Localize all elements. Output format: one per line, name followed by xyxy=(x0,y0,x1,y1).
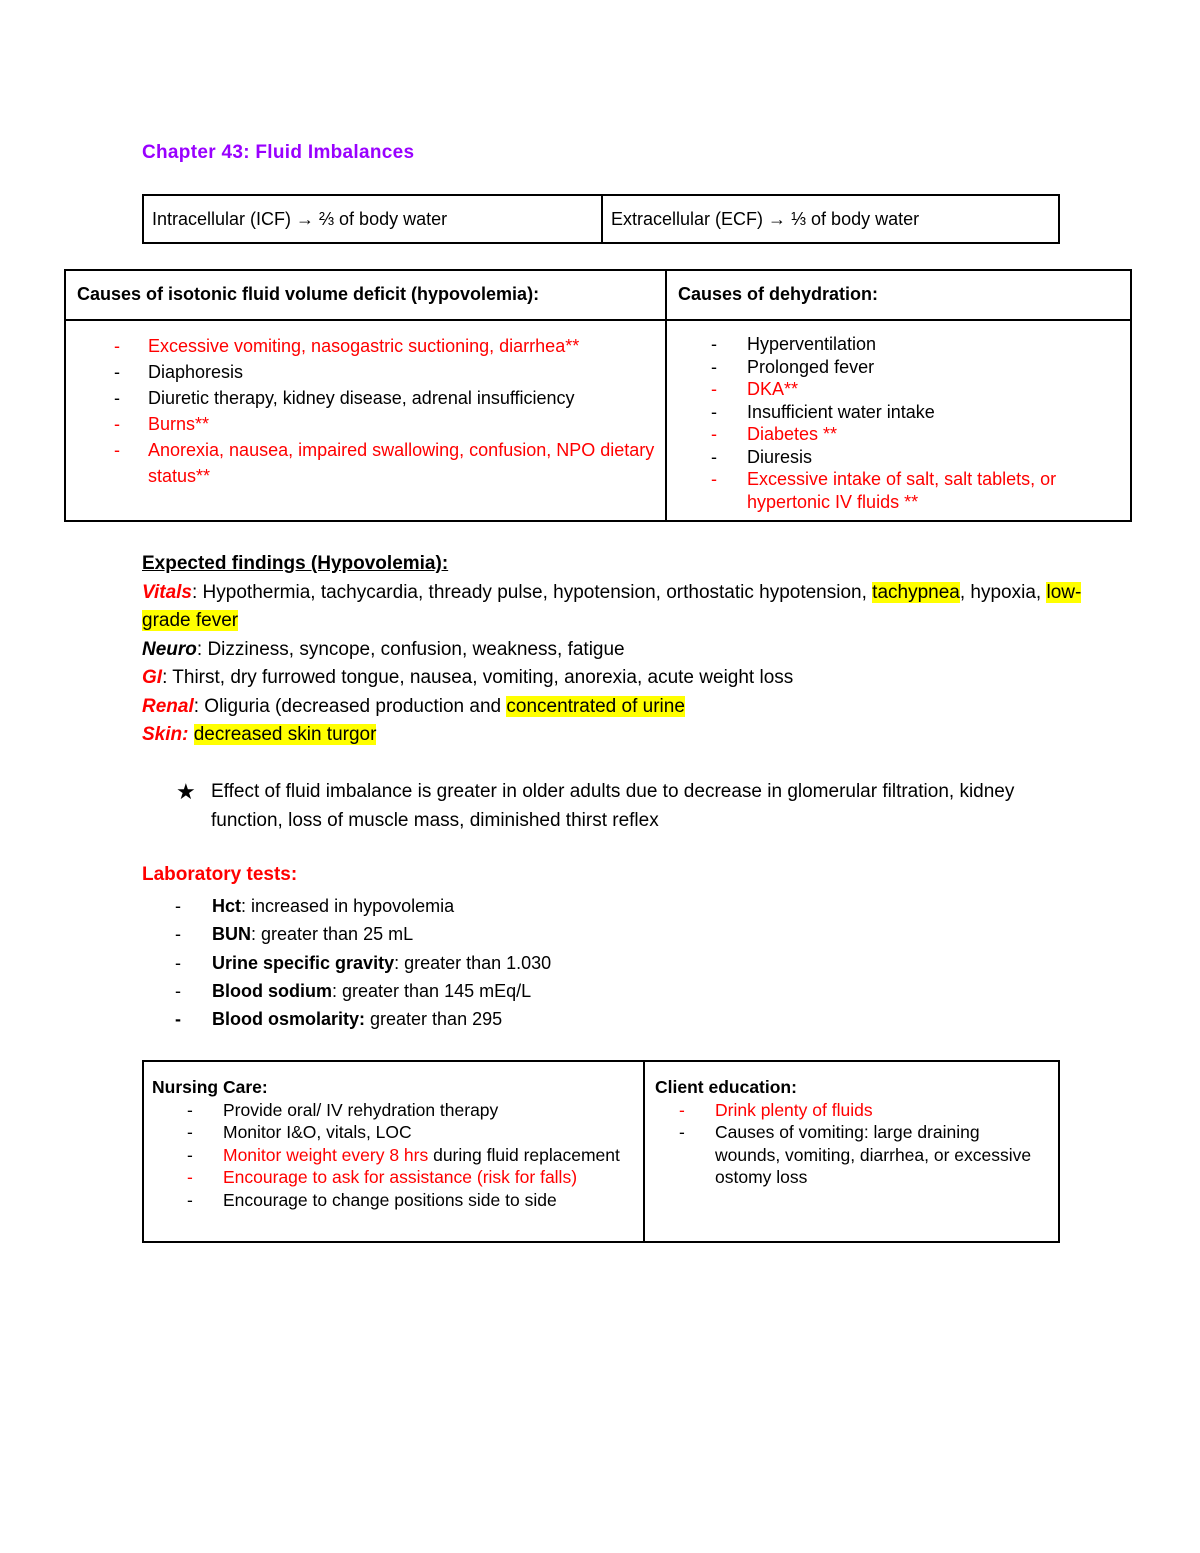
list-item: - Diuresis xyxy=(667,446,1130,469)
list-item xyxy=(142,977,1042,1005)
findings-skin xyxy=(142,721,1102,750)
older-adults-note xyxy=(176,778,1076,835)
lab-value: greater than 295 xyxy=(365,1009,503,1030)
list-item xyxy=(152,1144,635,1167)
ecf-cell: Extracellular (ECF) → ⅓ of body water xyxy=(611,209,920,229)
renal-highlight: concentrated of urine xyxy=(506,695,685,717)
dehydration-header: Causes of dehydration: xyxy=(678,284,879,304)
list-item: - Hyperventilation xyxy=(667,333,1130,356)
lab-name: BUN xyxy=(212,924,251,945)
lab-value: : greater than 145 mEq/L xyxy=(332,980,532,1001)
skin-colon: : xyxy=(182,724,189,745)
star-icon: ★ xyxy=(176,779,196,804)
note-text: Effect of fluid imbalance is greater in older adults due to decrease in glomerular filtration, kidney function, loss of muscle mass, diminished thirst reflex xyxy=(211,781,1015,831)
gi-text: : Thirst, dry furrowed tongue, nausea, vomiting, anorexia, acute weight loss xyxy=(162,667,794,688)
nursing-care-header: Nursing Care: xyxy=(152,1077,268,1097)
list-item: - Causes of vomiting: large draining wounds, vomiting, diarrhea, or excessive ostomy loss xyxy=(655,1121,1048,1189)
gi-label: GI xyxy=(142,667,163,688)
list-item: - Diaphoresis xyxy=(66,359,665,385)
list-item: - Anorexia, nausea, impaired swallowing, confusion, NPO dietary status** xyxy=(66,437,665,489)
list-item xyxy=(142,949,1042,977)
expected-findings xyxy=(142,550,1102,750)
list-item: - Provide oral/ IV rehydration therapy xyxy=(152,1099,635,1122)
list-item: - Encourage to ask for assistance (risk for falls) xyxy=(152,1166,635,1189)
list-item: - Monitor I&O, vitals, LOC xyxy=(152,1121,635,1144)
renal-label: Renal xyxy=(142,695,194,717)
vitals-highlight-tachypnea: tachypnea xyxy=(872,581,960,603)
lab-value: : greater than 25 mL xyxy=(251,924,414,945)
vitals-highlight-fever: low- grade fever xyxy=(142,581,1082,631)
list-item: - Diuretic therapy, kidney disease, adrenal insufficiency xyxy=(66,385,665,411)
lab-name: Hct xyxy=(212,896,242,916)
neuro-label: Neuro xyxy=(142,638,197,660)
compartment-table xyxy=(142,194,1060,244)
findings-heading: Expected findings (Hypovolemia): xyxy=(142,553,449,574)
findings-neuro xyxy=(142,636,1102,665)
lab-name: Blood sodium xyxy=(212,980,332,1001)
client-education-list xyxy=(655,1099,1048,1189)
icf-cell: Intracellular (ICF) → ⅔ of body water xyxy=(144,196,603,242)
findings-gi xyxy=(142,664,1102,693)
list-item: - Burns** xyxy=(66,411,665,437)
neuro-text: : Dizziness, syncope, confusion, weakness, fatigue xyxy=(196,638,625,660)
dehydration-causes-list xyxy=(667,321,1130,513)
list-item xyxy=(142,892,1042,920)
hypovolemia-header: Causes of isotonic fluid volume deficit (hypovolemia): xyxy=(66,271,667,319)
care-table xyxy=(142,1060,1060,1243)
skin-label: Skin xyxy=(142,724,183,745)
findings-renal xyxy=(142,693,1102,722)
causes-table xyxy=(64,269,1132,522)
list-item: - Prolonged fever xyxy=(667,356,1130,379)
findings-vitals xyxy=(142,579,1102,636)
list-item: - DKA** xyxy=(667,378,1130,401)
lab-value: : greater than 1.030 xyxy=(394,952,552,973)
hypovolemia-causes-list xyxy=(66,321,665,489)
labs-list xyxy=(142,892,1042,1033)
monitor-weight-text: Monitor weight every 8 hrs xyxy=(223,1144,429,1165)
list-item: - Insufficient water intake xyxy=(667,401,1130,424)
list-item xyxy=(142,920,1042,948)
page-title: Chapter 43: Fluid Imbalances xyxy=(142,142,415,163)
list-item xyxy=(142,1005,1042,1033)
nursing-care-list xyxy=(152,1099,635,1212)
vitals-label: Vitals xyxy=(142,581,192,603)
during-fluid-text: during fluid replacement xyxy=(428,1144,620,1165)
skin-highlight: decreased skin turgor xyxy=(193,724,377,745)
list-item: - Excessive intake of salt, salt tablets, or hypertonic IV fluids ** xyxy=(667,468,1130,513)
labs-heading: Laboratory tests: xyxy=(142,864,298,885)
list-item: - Excessive vomiting, nasogastric suctioning, diarrhea** xyxy=(66,333,665,359)
list-item: - Encourage to change positions side to side xyxy=(152,1189,635,1212)
client-education-header: Client education: xyxy=(655,1077,797,1097)
list-item: - Diabetes ** xyxy=(667,423,1130,446)
renal-text: : Oliguria (decreased production and xyxy=(193,695,507,717)
lab-name: Blood osmolarity: xyxy=(212,1009,366,1030)
list-item: - Drink plenty of fluids xyxy=(655,1099,1048,1122)
vitals-text: : Hypothermia, tachycardia, thready pulse, hypotension, orthostatic hypotension, xyxy=(192,581,873,603)
vitals-text-mid: , hypoxia, xyxy=(959,581,1047,603)
lab-value: : increased in hypovolemia xyxy=(241,896,455,916)
lab-name: Urine specific gravity xyxy=(212,952,395,973)
